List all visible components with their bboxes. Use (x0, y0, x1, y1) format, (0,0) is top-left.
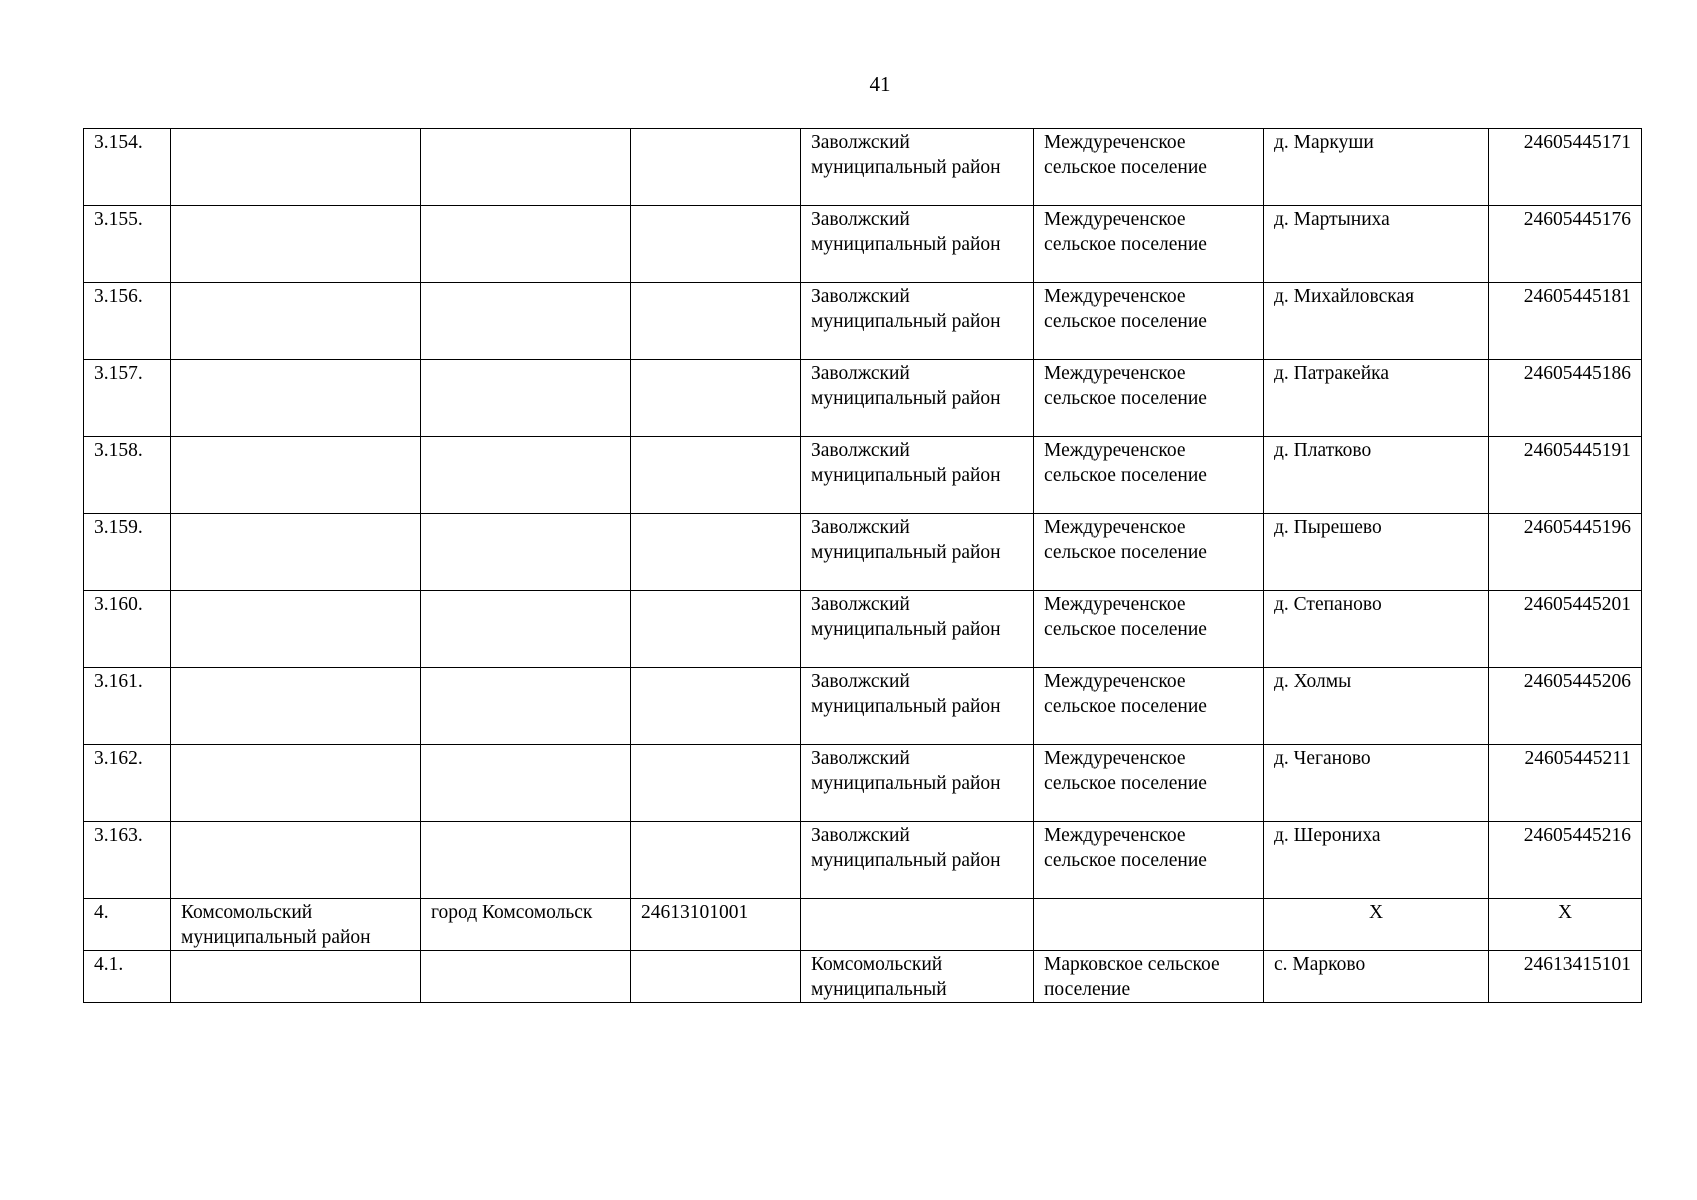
center-code-cell (631, 437, 801, 514)
center-cell (421, 745, 631, 822)
settlement-cell: Междуреченское сельское поселение (1034, 129, 1264, 206)
table-row (84, 514, 1642, 591)
oktmo-code-cell: 24605445191 (1489, 437, 1642, 514)
center-cell (421, 514, 631, 591)
table-row (84, 951, 1642, 1003)
row-number: 3.158. (84, 437, 171, 514)
locality-cell: д. Холмы (1264, 668, 1489, 745)
table-row (84, 129, 1642, 206)
settlement-cell: Междуреченское сельское поселение (1034, 206, 1264, 283)
region-cell (171, 951, 421, 1003)
table-row (84, 822, 1642, 899)
settlement-cell (1034, 899, 1264, 951)
region-cell (171, 514, 421, 591)
locality-cell: д. Шерониха (1264, 822, 1489, 899)
district-cell: Заволжский муниципальный район (801, 360, 1034, 437)
row-number: 3.155. (84, 206, 171, 283)
oktmo-code-cell: 24605445171 (1489, 129, 1642, 206)
district-cell: Заволжский муниципальный район (801, 822, 1034, 899)
row-number: 4. (84, 899, 171, 951)
locality-cell: д. Патракейка (1264, 360, 1489, 437)
locality-cell: д. Степаново (1264, 591, 1489, 668)
region-cell (171, 591, 421, 668)
table-row (84, 283, 1642, 360)
center-code-cell: 24613101001 (631, 899, 801, 951)
region-cell: Комсомольский муниципальный район (171, 899, 421, 951)
region-cell (171, 283, 421, 360)
center-code-cell (631, 951, 801, 1003)
page-number: 41 (869, 72, 891, 96)
settlement-cell: Междуреченское сельское поселение (1034, 591, 1264, 668)
district-cell: Заволжский муниципальный район (801, 668, 1034, 745)
region-cell (171, 668, 421, 745)
region-cell (171, 129, 421, 206)
row-number: 3.154. (84, 129, 171, 206)
region-cell (171, 745, 421, 822)
district-cell: Заволжский муниципальный район (801, 745, 1034, 822)
row-number: 3.160. (84, 591, 171, 668)
center-cell (421, 283, 631, 360)
oktmo-code-cell: 24613415101 (1489, 951, 1642, 1003)
center-cell (421, 206, 631, 283)
row-number: 3.161. (84, 668, 171, 745)
district-cell: Заволжский муниципальный район (801, 514, 1034, 591)
row-number: 3.163. (84, 822, 171, 899)
district-cell: Комсомольский муниципальный (801, 951, 1034, 1003)
district-cell: Заволжский муниципальный район (801, 591, 1034, 668)
center-cell (421, 129, 631, 206)
table-row-region (84, 899, 1642, 951)
settlement-cell: Междуреченское сельское поселение (1034, 745, 1264, 822)
oktmo-code-cell: Х (1489, 899, 1642, 951)
center-code-cell (631, 129, 801, 206)
center-code-cell (631, 360, 801, 437)
settlement-cell: Междуреченское сельское поселение (1034, 514, 1264, 591)
locality-cell: д. Маркуши (1264, 129, 1489, 206)
center-code-cell (631, 668, 801, 745)
center-cell (421, 668, 631, 745)
row-number: 3.162. (84, 745, 171, 822)
district-cell: Заволжский муниципальный район (801, 206, 1034, 283)
row-number: 3.159. (84, 514, 171, 591)
oktmo-code-cell: 24605445211 (1489, 745, 1642, 822)
row-number: 3.156. (84, 283, 171, 360)
oktmo-code-cell: 24605445186 (1489, 360, 1642, 437)
region-cell (171, 360, 421, 437)
locality-cell: Х (1264, 899, 1489, 951)
district-cell (801, 899, 1034, 951)
center-cell (421, 822, 631, 899)
table-row (84, 745, 1642, 822)
locality-cell: д. Пырешево (1264, 514, 1489, 591)
oktmo-code-cell: 24605445206 (1489, 668, 1642, 745)
center-code-cell (631, 514, 801, 591)
locality-cell: д. Мартыниха (1264, 206, 1489, 283)
settlement-cell: Междуреченское сельское поселение (1034, 437, 1264, 514)
table-row (84, 668, 1642, 745)
settlement-cell: Междуреченское сельское поселение (1034, 668, 1264, 745)
oktmo-code-cell: 24605445201 (1489, 591, 1642, 668)
locality-cell: д. Чеганово (1264, 745, 1489, 822)
oktmo-code-cell: 24605445216 (1489, 822, 1642, 899)
center-code-cell (631, 822, 801, 899)
center-cell (421, 951, 631, 1003)
row-number: 3.157. (84, 360, 171, 437)
settlement-cell: Междуреченское сельское поселение (1034, 283, 1264, 360)
center-code-cell (631, 591, 801, 668)
locality-cell: с. Марково (1264, 951, 1489, 1003)
region-cell (171, 206, 421, 283)
row-number: 4.1. (84, 951, 171, 1003)
region-cell (171, 437, 421, 514)
region-cell (171, 822, 421, 899)
oktmo-code-cell: 24605445176 (1489, 206, 1642, 283)
center-cell: город Комсомольск (421, 899, 631, 951)
locality-cell: д. Платково (1264, 437, 1489, 514)
oktmo-code-cell: 24605445196 (1489, 514, 1642, 591)
table-row (84, 360, 1642, 437)
center-code-cell (631, 283, 801, 360)
table-row (84, 206, 1642, 283)
oktmo-code-cell: 24605445181 (1489, 283, 1642, 360)
center-cell (421, 437, 631, 514)
district-cell: Заволжский муниципальный район (801, 129, 1034, 206)
settlement-cell: Междуреченское сельское поселение (1034, 360, 1264, 437)
locality-cell: д. Михайловская (1264, 283, 1489, 360)
district-cell: Заволжский муниципальный район (801, 283, 1034, 360)
table-row (84, 437, 1642, 514)
center-code-cell (631, 206, 801, 283)
settlement-cell: Междуреченское сельское поселение (1034, 822, 1264, 899)
center-cell (421, 360, 631, 437)
table-row (84, 591, 1642, 668)
center-code-cell (631, 745, 801, 822)
registry-table (83, 128, 1642, 1003)
district-cell: Заволжский муниципальный район (801, 437, 1034, 514)
settlement-cell: Марковское сельское поселение (1034, 951, 1264, 1003)
center-cell (421, 591, 631, 668)
